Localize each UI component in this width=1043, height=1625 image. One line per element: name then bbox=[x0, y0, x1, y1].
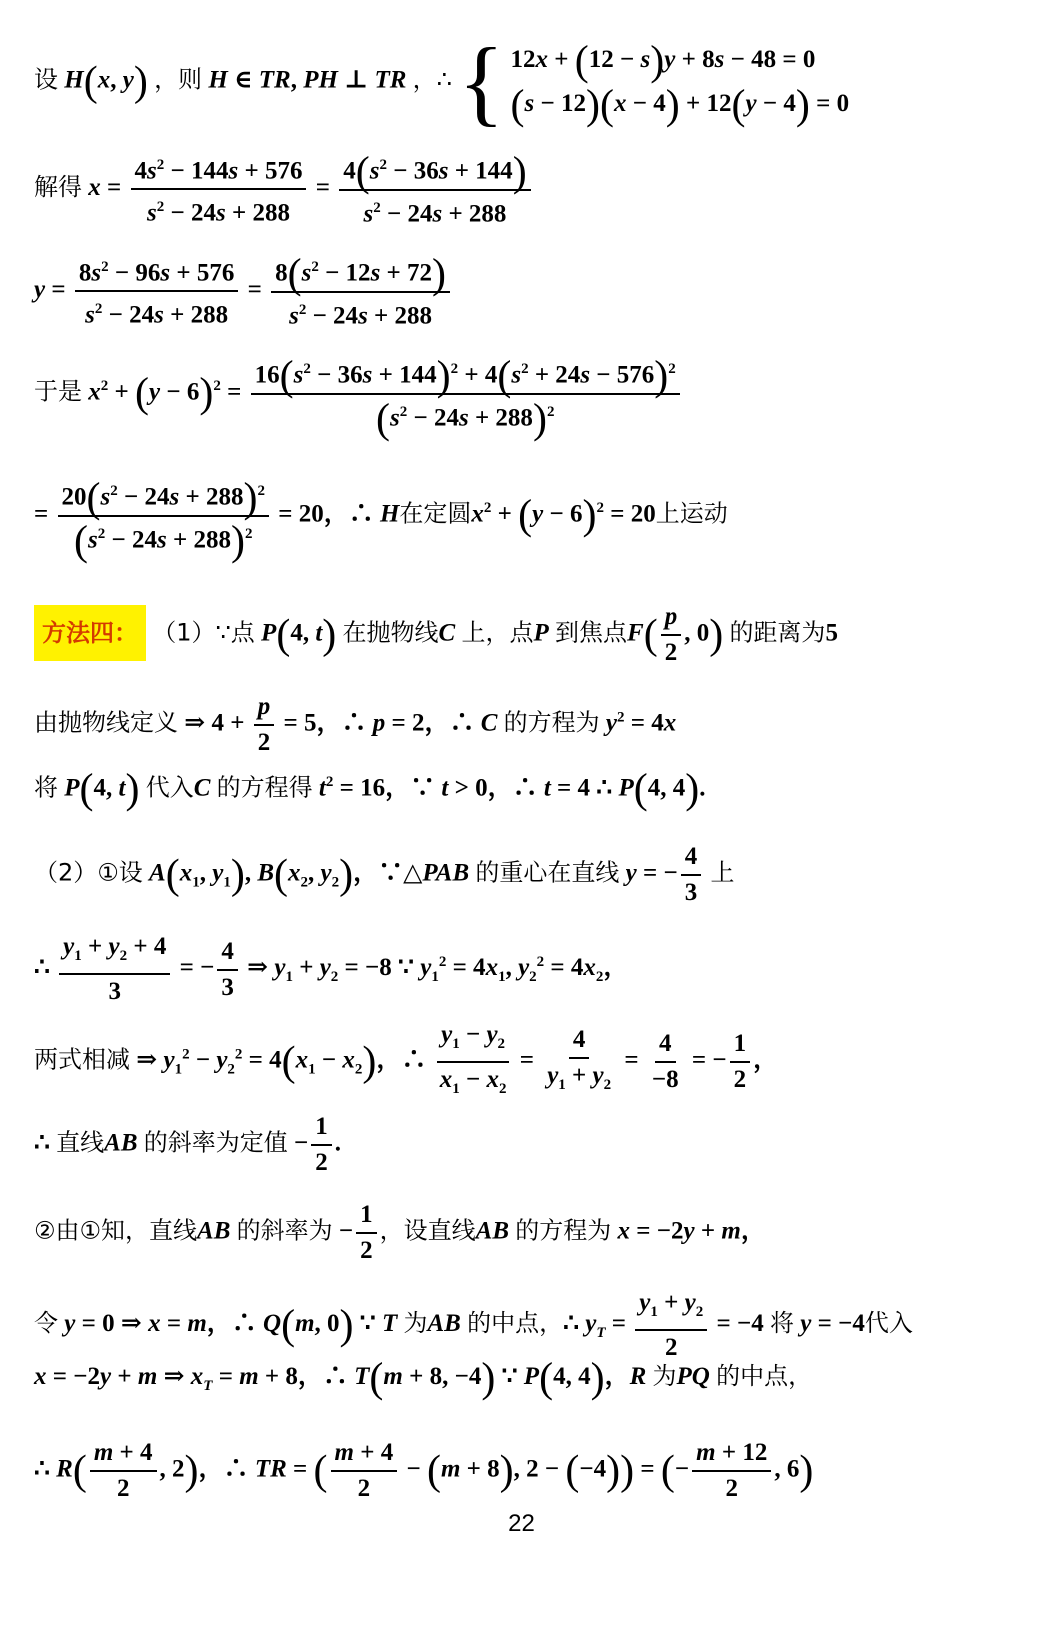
text-l7-b: 的方程为 bbox=[503, 708, 600, 737]
text-l13-a: ②由①知，直线 bbox=[34, 1216, 198, 1245]
text-yushi: 于是 bbox=[34, 377, 82, 406]
text-she: 设 bbox=[34, 65, 58, 94]
eq-line-1: 设 H(x, y) ，则 H ∈ TR, PH ⊥ TR ，∴ { 12x + (12 − s)y + 8s − 48 = 0 (s − 12)(x − 4) + 12(y − 4) = 0 bbox=[34, 28, 850, 135]
eq-line-11: 两式相减 ⇒ $y_1^2 - y_2^2 = 4(x_1 - x_2)$，∴ $\frac{y_1 - y_2}{x_1 - x_2}$ = $\frac{4}{y_1 + y_2}$ = $\frac{4}{-8}$ = − $\frac{1}{2}$ ， bbox=[34, 1018, 778, 1106]
text-l7-a: 由抛物线定义 bbox=[34, 708, 178, 737]
text-l14-b: 为 bbox=[403, 1309, 428, 1338]
text-l6-b: 在抛物线 bbox=[342, 618, 439, 647]
text-l11-a: 两式相减 bbox=[34, 1045, 130, 1074]
text-l6-e: 的距离为 bbox=[729, 618, 826, 647]
eq-line-3: y = $\frac{8s^2 - 96s + 576}{s^2 - 24s + 288}$ = $\frac{8(s^2 - 12s + 72)}{s^2 - 24s + 288}$ bbox=[34, 250, 453, 333]
text-l14-e: 代入 bbox=[864, 1309, 913, 1338]
page-number: 22 bbox=[508, 1510, 535, 1537]
eq-line-5: = $\frac{20(s^2 - 24s + 288)^2}{(s^2 - 24s + 288)^2}$ = 20，∴ H在定圆$x^2 + (y - 6)^2 = 20$上运动 bbox=[34, 475, 728, 565]
text-l14-c: 的中点， bbox=[467, 1309, 564, 1338]
eq-line-16: ∴ R( $\frac{m + 4}{2}$ , 2)，∴ TR = ( $\frac{m + 4}{2}$ − (m + 8), 2 − (−4)) = (− $\frac{m + 12}{2}$ , 6) bbox=[34, 1436, 813, 1506]
eq-line-14: 令 y = 0 ⇒ x = m，∴ Q(m, 0) ∵ T 为AB 的中点，∴ $y_T$ = $\frac{y_1 + y_2}{2}$ = −4 将 y = −4代入 bbox=[34, 1286, 913, 1365]
eq-line-9: （2）①设 $A(x_1$, $y_1$), $B(x_2$, $y_2$)，∵△PAB 的重心在直线 y = − $\frac{4}{3}$ 上 bbox=[34, 840, 735, 910]
text-l15-b: 的中点， bbox=[716, 1362, 813, 1390]
text-therefore: ，∴ bbox=[412, 65, 452, 94]
equation-system: 12x + (12 − s)y + 8s − 48 = 0 (s − 12)(x − 4) + 12(y − 4) = 0 bbox=[510, 38, 850, 129]
eq-line-6: 方法四： （1）∵点 P(4, t) 在抛物线C 上，点P 到焦点F( $\frac{p}{2}$ , 0) 的距离为5 bbox=[34, 600, 838, 670]
eq-line-8: 将 P(4, t) 代入C 的方程得 $t^2 = 16$，∵ t > 0，∴ t = 4 ∴ P(4, 4). bbox=[34, 766, 706, 813]
eq-line-15: x = −2y + m ⇒ $x_T = m + 8$，∴ T(m + 8, −4) ∵ P(4, 4)，R 为PQ 的中点， bbox=[34, 1355, 813, 1402]
text-l8-b: 代入 bbox=[145, 773, 194, 802]
text-l13-c: ，设直线 bbox=[379, 1216, 476, 1245]
text-l8-a: 将 bbox=[34, 773, 58, 802]
text-l9-b: 的重心在直线 bbox=[475, 858, 620, 887]
text-circle: 在定圆 bbox=[399, 499, 472, 528]
method-four-highlight: 方法四： bbox=[34, 605, 146, 661]
text-l9-a: （2）①设 bbox=[34, 858, 143, 887]
text-l14-d: 将 bbox=[770, 1309, 794, 1338]
text-l6-c: 上，点 bbox=[461, 618, 534, 647]
text-l6-d: 到焦点 bbox=[555, 618, 627, 647]
text-l12-b: 的斜率为定值 bbox=[143, 1128, 288, 1157]
text-solve: 解得 bbox=[34, 173, 82, 202]
eq-line-4: 于是 $x^2 + (y - 6)^2$ = $\frac{16(s^2 - 36s + 144)^2 + 4(s^2 + 24s - 576)^2}{(s^2 - 24s + 288)^2}$ bbox=[34, 352, 683, 435]
eq-line-12: ∴ 直线AB 的斜率为定值 − $\frac{1}{2}$ . bbox=[34, 1110, 341, 1180]
eq-line-2: 解得 x = $\frac{4s^2 - 144s + 576}{s^2 - 24s + 288}$ = $\frac{4(s^2 - 36s + 144)}{s^2 - 24s + 288}$ bbox=[34, 148, 534, 231]
text-l6-a: （1）∵点 bbox=[152, 618, 255, 647]
text-l8-c: 的方程得 bbox=[216, 773, 313, 802]
text-l15-a: 为 bbox=[652, 1362, 677, 1390]
eq-line-10: ∴ $\frac{y_1 + y_2 + 4}{3}$ = − $\frac{4}{3}$ ⇒ $y_1 + y_2 = -8$ ∵ $y_1^2 = 4x_1$, $y_2^2 = 4x_2$， bbox=[34, 930, 628, 1009]
text-l13-b: 的斜率为 bbox=[236, 1216, 333, 1245]
text-l14-a: 令 bbox=[34, 1309, 58, 1338]
text-then: ，则 bbox=[154, 65, 203, 94]
eq-line-13: ②由①知，直线AB 的斜率为 − $\frac{1}{2}$ ，设直线AB 的方程为 x = −2y + m， bbox=[34, 1198, 766, 1268]
text-l9-c: 上 bbox=[710, 858, 735, 887]
text-l12-a: 直线 bbox=[56, 1128, 105, 1157]
text-move: 上运动 bbox=[655, 499, 728, 528]
eq-line-7: 由抛物线定义 ⇒ 4 + $\frac{p}{2}$ = 5，∴ p = 2，∴ C 的方程为 $y^2 = 4x$ bbox=[34, 690, 676, 760]
text-l13-d: 的方程为 bbox=[515, 1216, 612, 1245]
